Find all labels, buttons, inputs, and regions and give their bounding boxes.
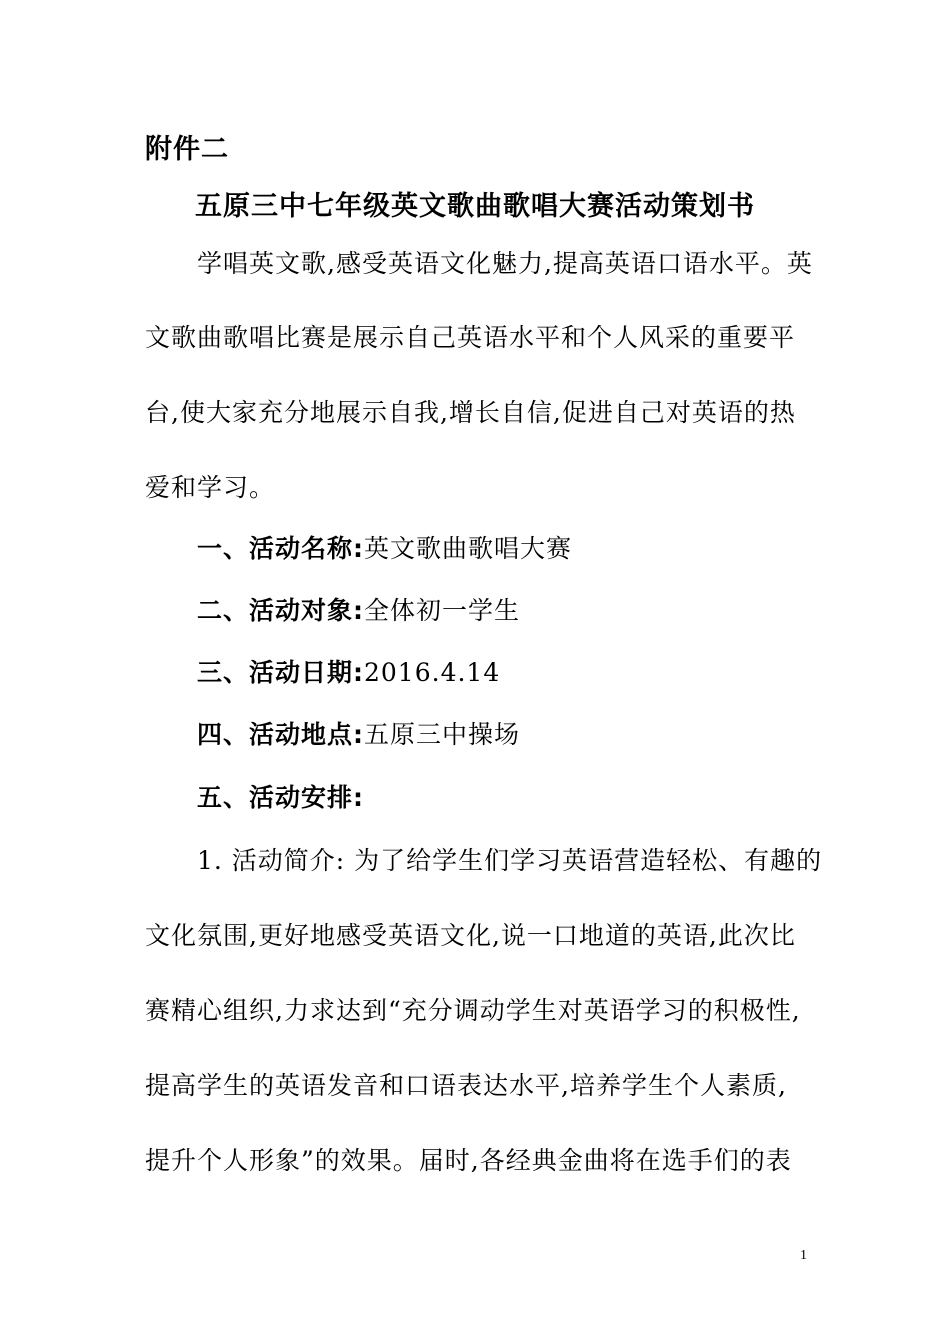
intro-line-2: 文歌曲歌唱比赛是展示自己英语水平和个人风采的重要平 bbox=[145, 323, 796, 352]
page-number: 1 bbox=[800, 1248, 807, 1263]
section-value: 全体初一学生 bbox=[364, 596, 521, 625]
attachment-label: 附件二 bbox=[145, 134, 229, 165]
arrangement-line-5: 提升个人形象”的效果。届时,各经典金曲将在选手们的表 bbox=[145, 1146, 792, 1175]
intro-line-4: 爱和学习。 bbox=[145, 473, 276, 502]
section-heading: 四、活动地点: bbox=[197, 720, 364, 749]
section-heading: 一、活动名称: bbox=[197, 534, 364, 563]
section-heading: 三、活动日期: bbox=[197, 658, 364, 687]
arrangement-line-4: 提高学生的英语发音和口语表达水平,培养学生个人素质, bbox=[145, 1071, 787, 1100]
section-arrangement bbox=[197, 782, 364, 814]
document-title: 五原三中七年级英文歌曲歌唱大赛活动策划书 bbox=[195, 191, 755, 222]
section-target bbox=[197, 595, 520, 627]
intro-line-3: 台,使大家充分地展示自我,增长自信,促进自己对英语的热 bbox=[145, 398, 796, 427]
intro-line-1: 学唱英文歌,感受英语文化魅力,提高英语口语水平。英 bbox=[197, 249, 813, 278]
arrangement-line-3: 赛精心组织,力求达到“充分调动学生对英语学习的积极性, bbox=[145, 996, 801, 1025]
section-heading: 二、活动对象: bbox=[197, 596, 364, 625]
arrangement-line-2: 文化氛围,更好地感受英语文化,说一口地道的英语,此次比 bbox=[145, 921, 796, 950]
section-value: 五原三中操场 bbox=[364, 720, 521, 749]
section-location bbox=[197, 719, 520, 751]
section-date bbox=[197, 657, 500, 689]
section-value: 英文歌曲歌唱大赛 bbox=[364, 534, 573, 563]
arrangement-line-1: 1. 活动简介: 为了给学生们学习英语营造轻松、有趣的 bbox=[197, 846, 823, 875]
section-value: 2016.4.14 bbox=[364, 658, 501, 687]
section-heading: 五、活动安排: bbox=[197, 783, 364, 812]
section-name bbox=[197, 533, 572, 565]
